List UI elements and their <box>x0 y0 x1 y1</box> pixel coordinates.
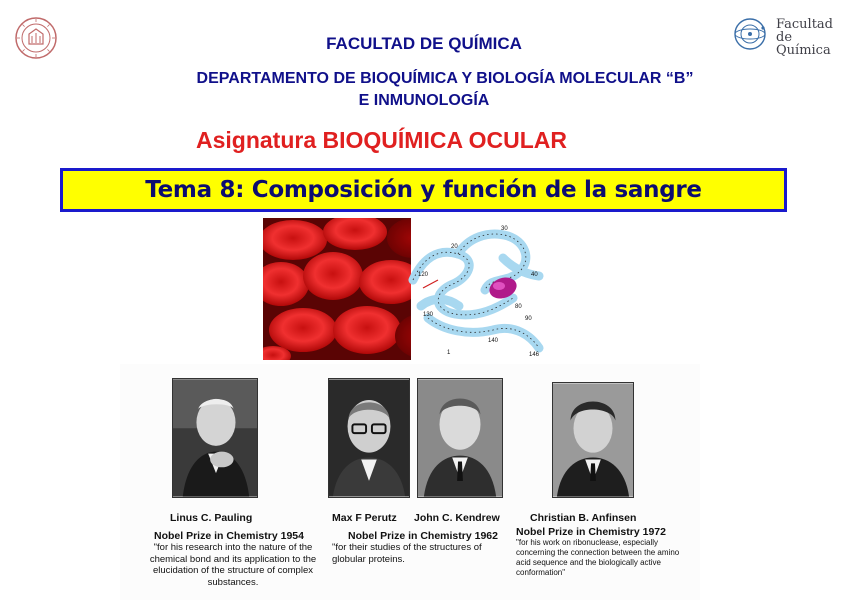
citation-pauling: "for his research into the nature of the chemical bond and its application to the elucidation of the structure of complex substances. <box>149 542 317 588</box>
pauling-portrait-photo <box>172 378 258 498</box>
kendrew-portrait-photo <box>417 378 503 498</box>
department-title-line1: DEPARTAMENTO DE BIOQUÍMICA Y BIOLOGÍA MOLECULAR “B” <box>196 70 694 87</box>
red-blood-cells-hemoglobin-image <box>263 218 548 360</box>
topic-banner-text: Tema 8: Composición y función de la sangre <box>145 177 702 203</box>
anfinsen-portrait-photo <box>552 382 634 498</box>
subject-title <box>196 127 567 154</box>
faculty-logo-line2: de Química <box>776 30 831 58</box>
subject-name: BIOQUÍMICA OCULAR <box>322 127 567 153</box>
faculty-logo-line1: Facultad <box>776 17 833 32</box>
citation-perutz-kendrew: "for their studies of the structures of globular proteins. <box>332 542 482 565</box>
residue-label-130: 130 <box>423 312 434 318</box>
perutz-portrait-photo <box>328 378 410 498</box>
subject-prefix: Asignatura <box>196 127 317 153</box>
residue-label-40: 40 <box>531 272 538 278</box>
faculty-title: FACULTAD DE QUÍMICA <box>326 34 522 53</box>
department-title-line2: E INMUNOLOGÍA <box>358 92 490 109</box>
laureate-name-perutz: Max F Perutz <box>332 512 397 524</box>
citation-anfinsen: "for his work on ribonuclease, especially concerning the connection between the amino acid sequence and the biologically active conformation" <box>516 538 680 577</box>
residue-label-140: 140 <box>488 338 499 344</box>
residue-label-90: 90 <box>525 316 532 322</box>
prize-pauling: Nobel Prize in Chemistry 1954 <box>154 530 304 542</box>
residue-label-146: 146 <box>529 352 540 358</box>
residue-label-1: 1 <box>447 350 451 356</box>
prize-anfinsen: Nobel Prize in Chemistry 1972 <box>516 526 666 538</box>
residue-label-20: 20 <box>451 244 458 250</box>
residue-label-120: 120 <box>418 272 429 278</box>
laureate-name-kendrew: John C. Kendrew <box>414 512 500 524</box>
residue-label-80: 80 <box>515 304 522 310</box>
prize-perutz-kendrew: Nobel Prize in Chemistry 1962 <box>348 530 498 542</box>
laureate-name-pauling: Linus C. Pauling <box>170 512 253 524</box>
laureate-name-anfinsen: Christian B. Anfinsen <box>530 512 637 524</box>
nobel-laureates-panel <box>120 364 700 600</box>
residue-label-30: 30 <box>501 226 508 232</box>
topic-banner <box>60 168 787 212</box>
